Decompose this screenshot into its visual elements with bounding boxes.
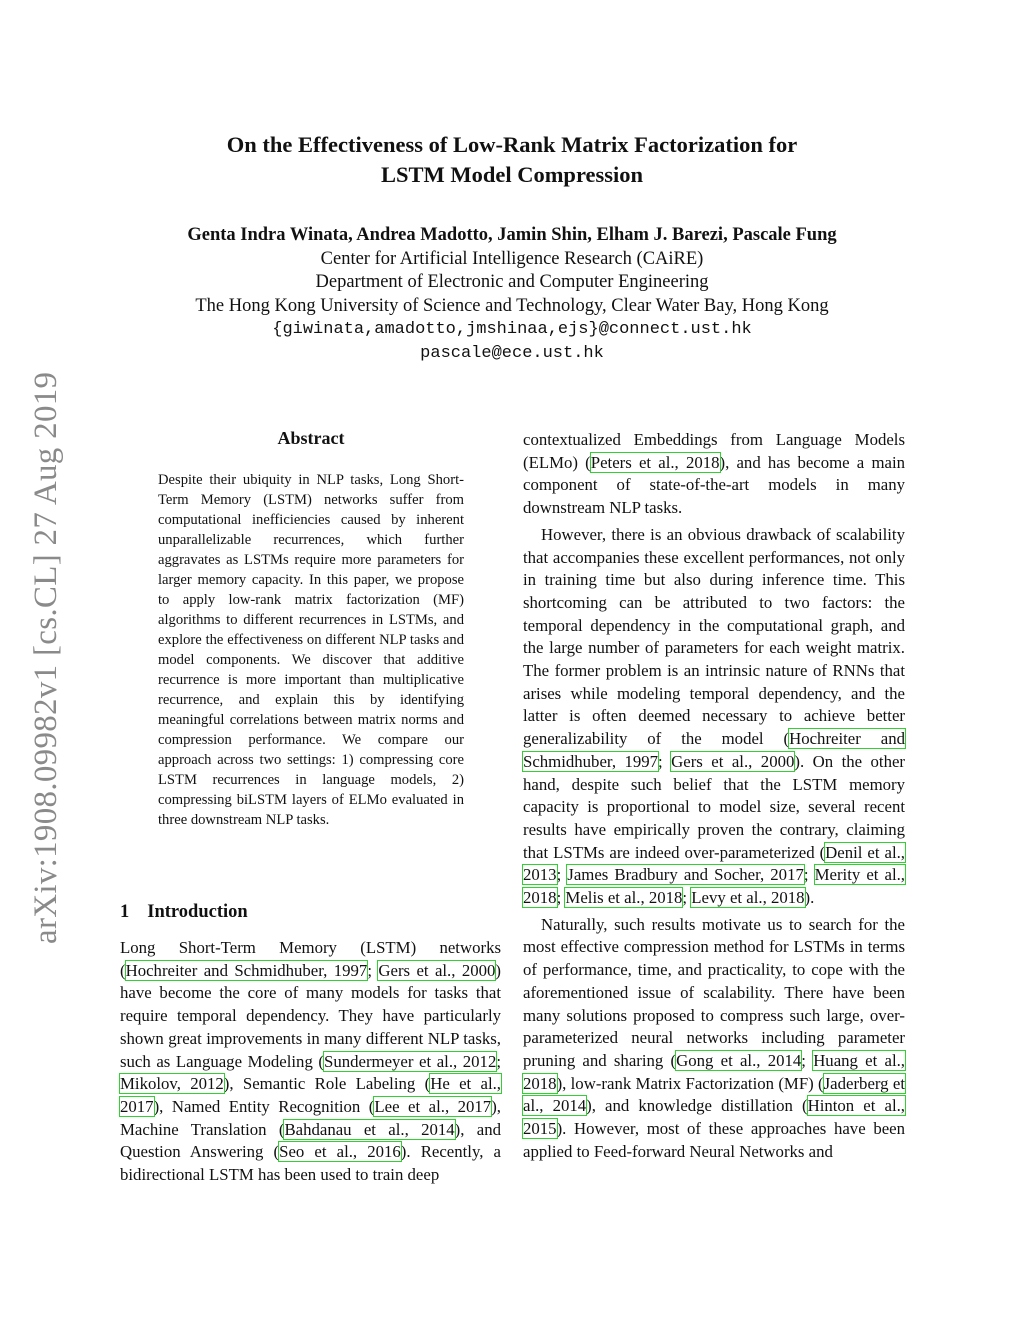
text-run: ; <box>556 888 566 908</box>
citation-link[interactable]: Melis et al., 2018 <box>565 888 683 908</box>
text-run: ). Recently, a bidirectional LSTM has been used to train deep <box>120 1142 501 1185</box>
citation-link[interactable]: Hochreiter and Schmidhuber, 1997 <box>125 960 368 980</box>
text-run: ; <box>658 751 672 771</box>
citation-link[interactable]: Lee et al., 2017 <box>374 1096 492 1116</box>
title-line-2: LSTM Model Compression <box>380 162 644 187</box>
text-run: ). However, most of these approaches have been applied to Feed-forward Neural Networks and <box>523 1119 905 1161</box>
text-run: Naturally, such results motivate us to search for the most effective compression method for LSTMs in terms of performance, time, and practicality, to cope with the aforementioned issue of scalability. There have been many solutions proposed to compress such large, over-parameterized neural networks including parameter pruning and sharing ( <box>523 914 905 1070</box>
text-run: ), Machine Translation ( <box>120 1096 501 1139</box>
citation-link[interactable]: Gers et al., 2000 <box>378 960 496 980</box>
text-run: ), Named Entity Recognition ( <box>153 1096 375 1116</box>
right-paragraph-1 <box>523 429 905 520</box>
author-names: Genta Indra Winata, Andrea Madotto, Jamin Shin, Elham J. Barezi, Pascale Fung <box>187 225 837 245</box>
intro-right-column <box>523 429 905 1164</box>
text-run: ; <box>801 1050 814 1070</box>
text-run: ), Semantic Role Labeling ( <box>223 1074 431 1094</box>
text-run: ) have become the core of many models for tasks that require temporal dependency. They have particularly shown great improvements in many different NLP tasks, such as Language Modeling ( <box>120 960 501 1071</box>
citation-link[interactable]: Levy et al., 2018 <box>691 888 805 908</box>
text-run: ; <box>682 888 692 908</box>
citation-link[interactable]: Huang et al., 2018 <box>523 1050 905 1093</box>
citation-link[interactable]: Peters et al., 2018 <box>590 452 720 472</box>
abstract-text: Despite their ubiquity in NLP tasks, Long Short-Term Memory (LSTM) networks suffer from computational inefficiencies caused by inherent unparallelizable recurrences, which further aggravates as LSTMs require more parameters for larger memory capacity. In this paper, we propose to apply low-rank matrix factorization (MF) algorithms to different recurrences in LSTMs, and explore the effectiveness on different NLP tasks and model components. We discover that additive recurrence is more important than multiplicative recurrence, and explain this by identifying meaningful correlations between matrix norms and compression performance. We compare our approach across two settings: 1) compressing core LSTM recurrences in language models, 2) compressing biLSTM layers of ELMo evaluated in three downstream NLP tasks. <box>158 472 464 828</box>
text-run: ), and Question Answering ( <box>120 1119 501 1162</box>
intro-left-column <box>120 937 501 1187</box>
text-run: ; <box>367 960 379 980</box>
citation-link[interactable]: Gers et al., 2000 <box>671 751 795 771</box>
text-run: ), and knowledge distillation ( <box>586 1096 808 1116</box>
citation-link[interactable]: Hinton et al., 2015 <box>523 1096 905 1139</box>
section-title: Introduction <box>147 902 248 922</box>
section-number: 1 <box>120 902 130 922</box>
citation-link[interactable]: Merity et al., 2018 <box>523 865 906 908</box>
text-run: ). <box>804 888 815 908</box>
citation-link[interactable]: James Bradbury and Socher, 2017 <box>567 865 804 885</box>
text-run: ; <box>496 1051 502 1071</box>
text-run: Long Short-Term Memory (LSTM) networks ( <box>120 938 501 980</box>
text-run: ). On the other hand, despite such belief that the LSTM memory capacity is proportional to model size, several recent results have empirically proven the contrary, claiming that LSTMs are indeed over-parameterized ( <box>523 751 905 862</box>
citation-link[interactable]: Mikolov, 2012 <box>120 1074 224 1094</box>
intro-paragraph <box>120 937 501 1187</box>
text-run: ; <box>556 865 568 885</box>
abstract-heading: Abstract <box>277 428 345 448</box>
email-line-1: {giwinata,amadotto,jmshinaa,ejs}@connect.ust.hk <box>272 320 752 339</box>
section-heading <box>120 902 248 923</box>
right-paragraph-3 <box>523 914 905 1164</box>
text-run: ; <box>803 865 815 885</box>
paper-title <box>100 130 924 190</box>
arxiv-stamp: arXiv:1908.09982v1 [cs.CL] 27 Aug 2019 <box>28 371 64 944</box>
citation-link[interactable]: He et al., 2017 <box>120 1074 502 1116</box>
citation-link[interactable]: Bahdanau et al., 2014 <box>284 1119 455 1139</box>
right-paragraph-2 <box>523 524 905 910</box>
email-line-2: pascale@ece.ust.hk <box>420 343 604 363</box>
citation-link[interactable]: Jaderberg et al., 2014 <box>523 1073 905 1116</box>
text-run: ), and has become a main component of state-of-the-art models in many downstream NLP tasks. <box>523 452 905 518</box>
text-run: contextualized Embeddings from Language Models (ELMo) ( <box>523 430 905 472</box>
affiliation-2: Department of Electronic and Computer Engineering <box>315 272 709 292</box>
citation-link[interactable]: Sundermeyer et al., 2012 <box>324 1051 497 1071</box>
citation-link[interactable]: Denil et al., 2013 <box>523 842 905 885</box>
text-run: ), low-rank Matrix Factorization (MF) ( <box>556 1073 824 1093</box>
title-line-1: On the Effectiveness of Low-Rank Matrix Factorization for <box>226 132 798 157</box>
text-run: However, there is an obvious drawback of scalability that accompanies these excellent performances, not only in training time but also during inference time. This shortcoming can be attributed to two factors: the temporal dependency in the computational graph, and the large number of parameters for each weight matrix. The former problem is an intrinsic nature of RNNs that arises while modeling temporal dependency, and the latter is often deemed necessary to achieve better generalizability of the model ( <box>523 524 905 749</box>
author-block <box>100 224 924 365</box>
citation-link[interactable]: Hochreiter and Schmidhuber, 1997 <box>523 729 905 771</box>
citation-link[interactable]: Seo et al., 2016 <box>279 1142 401 1162</box>
affiliation-1: Center for Artificial Intelligence Research (CAiRE) <box>320 248 704 269</box>
citation-link[interactable]: Gong et al., 2014 <box>676 1050 802 1070</box>
affiliation-3: The Hong Kong University of Science and Technology, Clear Water Bay, Hong Kong <box>195 295 829 316</box>
